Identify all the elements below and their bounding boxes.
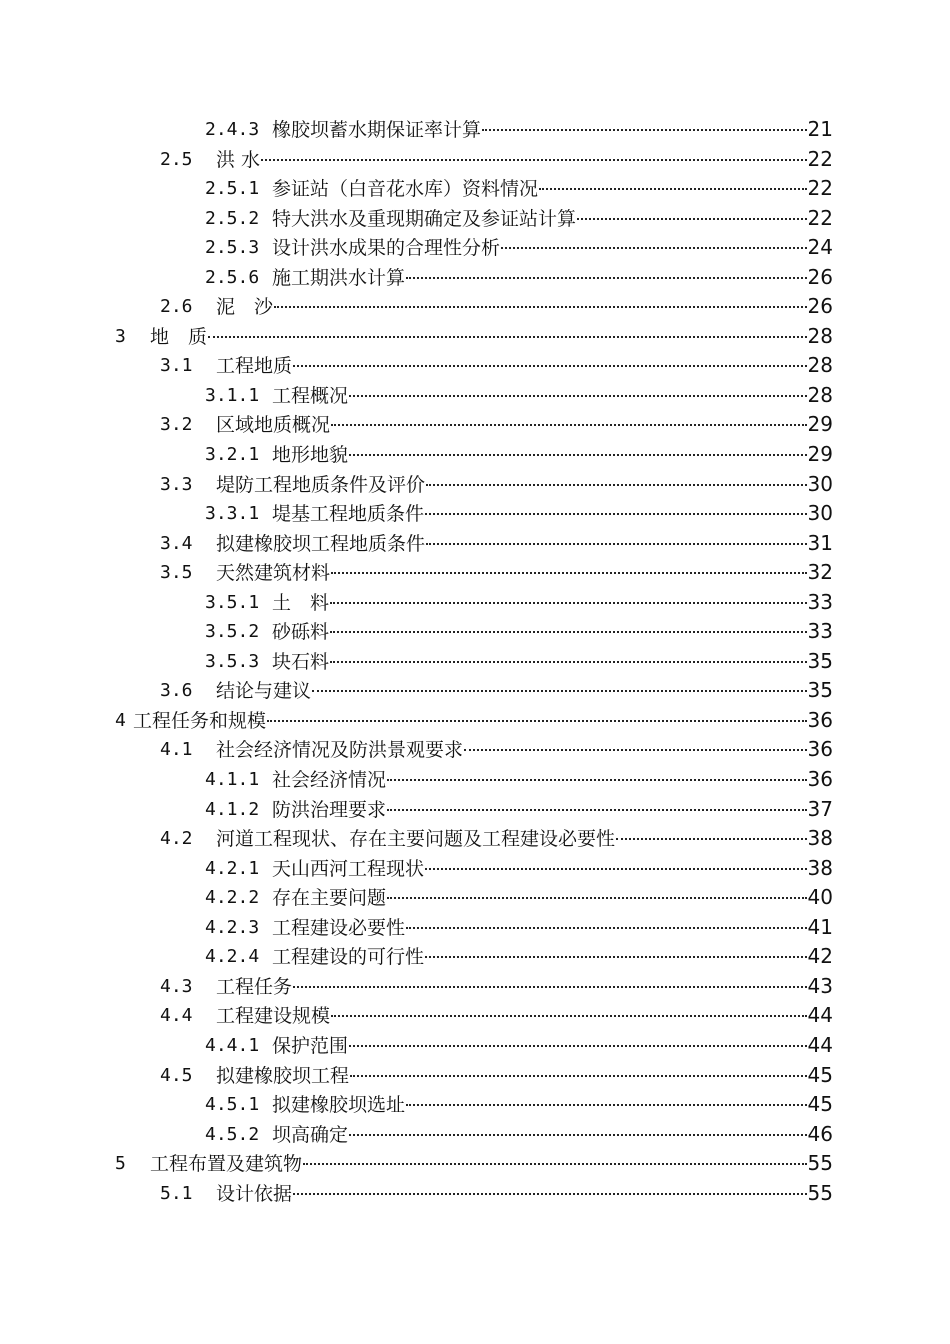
dot-leader [330,602,807,604]
toc-entry-title: 设计洪水成果的合理性分析 [272,237,501,260]
toc-entry-number: 4.5.1 [205,1094,260,1116]
toc-entry-number: 5.1 [160,1182,193,1204]
dot-leader [331,424,807,426]
toc-entry-page: 55 [807,1180,833,1205]
toc-entry-number: 4.5.2 [205,1123,260,1145]
toc-entry[interactable] [0,1120,950,1150]
toc-entry-page: 44 [807,1003,833,1028]
toc-entry-title: 社会经济情况 [272,769,387,792]
toc-entry-number: 4.2.1 [205,857,260,879]
toc-entry-title: 拟建橡胶坝工程 [216,1064,350,1087]
toc-entry-title: 结论与建议 [216,680,312,703]
dot-leader [482,129,807,131]
dot-leader [261,159,807,161]
toc-entry-page: 36 [807,767,833,792]
toc-entry-page: 44 [807,1032,833,1057]
toc-entry-number: 4.2 [160,828,193,850]
toc-entry-page: 33 [807,589,833,614]
toc-entry-number: 3.2.1 [205,444,260,466]
toc-entry-page: 38 [807,826,833,851]
toc-entry[interactable] [0,1179,950,1209]
dot-leader [274,306,807,308]
toc-entry[interactable] [0,440,950,470]
toc-entry-page: 30 [807,501,833,526]
toc-entry-title: 施工期洪水计算 [272,266,406,289]
dot-leader [406,927,807,929]
toc-entry[interactable] [0,617,950,647]
toc-entry-number: 3.2 [160,414,193,436]
toc-entry-title: 坝高确定 [272,1123,349,1146]
toc-entry-title: 特大洪水及重现期确定及参证站计算 [272,207,577,230]
toc-entry[interactable] [0,676,950,706]
toc-entry-title: 天山西河工程现状 [272,857,425,880]
toc-entry-title: 工程地质 [216,355,293,378]
toc-entry-page: 29 [807,442,833,467]
dot-leader [425,868,807,870]
toc-entry-number: 4.1.2 [205,798,260,820]
dot-leader [426,484,807,486]
dot-leader [577,218,807,220]
toc-entry-number: 3.3 [160,473,193,495]
toc-entry-title: 拟建橡胶坝工程地质条件 [216,532,426,555]
dot-leader [293,986,807,988]
toc-entry-title: 工程布置及建筑物 [150,1153,303,1176]
toc-entry-page: 35 [807,678,833,703]
dot-leader [349,1134,807,1136]
dot-leader [539,188,807,190]
toc-entry[interactable] [0,1149,950,1179]
toc-entry-number: 2.5.2 [205,207,260,229]
toc-entry-title: 防洪治理要求 [272,798,387,821]
toc-entry[interactable] [0,735,950,765]
dot-leader [425,956,807,958]
toc-entry[interactable] [0,647,950,677]
toc-entry-number: 3.1 [160,355,193,377]
toc-entry-page: 26 [807,264,833,289]
toc-entry-number: 3.5.1 [205,591,260,613]
toc-entry[interactable] [0,529,950,559]
toc-entry-number: 2.5 [160,148,193,170]
toc-entry-page: 29 [807,412,833,437]
toc-entry[interactable] [0,204,950,234]
toc-entry-page: 22 [807,205,833,230]
toc-entry-number: 3.6 [160,680,193,702]
toc-entry[interactable] [0,322,950,352]
toc-entry-page: 35 [807,648,833,673]
toc-entry-page: 42 [807,944,833,969]
toc-entry[interactable] [0,883,950,913]
toc-entry-title: 拟建橡胶坝选址 [272,1094,406,1117]
toc-entry-page: 21 [807,117,833,141]
toc-entry-number: 4.1.1 [205,769,260,791]
toc-entry[interactable] [0,145,950,175]
toc-entry-page: 55 [807,1151,833,1176]
toc-entry-title: 河道工程现状、存在主要问题及工程建设必要性 [216,828,616,851]
toc-entry-title: 工程任务和规模 [133,709,267,732]
toc-entry[interactable] [0,706,950,736]
toc-entry[interactable] [0,410,950,440]
dot-leader [267,720,807,722]
dot-leader [312,690,807,692]
toc-entry[interactable] [0,1001,950,1031]
toc-entry-page: 31 [807,530,833,555]
toc-entry-page: 28 [807,323,833,348]
toc-entry-title: 社会经济情况及防洪景观要求 [216,739,464,762]
toc-entry[interactable] [0,558,950,588]
toc-entry-title: 工程概况 [272,384,349,407]
toc-entry-number: 3.5.3 [205,650,260,672]
toc-entry-number: 4 [115,709,126,731]
toc-entry-page: 28 [807,353,833,378]
toc-entry-page: 26 [807,294,833,319]
toc-entry[interactable] [0,470,950,500]
toc-entry[interactable] [0,1090,950,1120]
dot-leader [387,809,807,811]
dot-leader [425,513,807,515]
toc-entry-page: 24 [807,235,833,260]
toc-entry-number: 3.1.1 [205,384,260,406]
toc-entry-number: 3 [115,325,126,347]
toc-entry-title: 工程任务 [216,975,293,998]
dot-leader [349,454,807,456]
toc-entry-page: 22 [807,146,833,171]
toc-entry[interactable] [0,381,950,411]
toc-entry-page: 37 [807,796,833,821]
toc-entry-title: 泥 沙 [216,296,274,319]
toc-entry[interactable] [0,115,950,145]
dot-leader [208,336,807,338]
toc-entry-number: 3.4 [160,532,193,554]
toc-entry-title: 区域地质概况 [216,414,331,437]
toc-entry-title: 工程建设规模 [216,1005,331,1028]
toc-entry[interactable] [0,174,950,204]
toc-entry-number: 2.5.3 [205,237,260,259]
dot-leader [330,661,807,663]
toc-entry-page: 30 [807,471,833,496]
toc-entry[interactable] [0,499,950,529]
table-of-contents [0,115,950,1208]
toc-entry[interactable] [0,824,950,854]
toc-entry-title: 设计依据 [216,1182,293,1205]
dot-leader [501,247,807,249]
dot-leader [331,1015,807,1017]
toc-entry-number: 3.5.2 [205,621,260,643]
toc-entry-title: 工程建设的可行性 [272,946,425,969]
dot-leader [293,1193,807,1195]
dot-leader [387,897,807,899]
toc-entry-number: 2.4.3 [205,119,260,140]
toc-entry-page: 43 [807,973,833,998]
toc-entry-title: 保护范围 [272,1034,349,1057]
toc-entry[interactable] [0,263,950,293]
toc-entry-number: 2.6 [160,296,193,318]
toc-entry-number: 4.2.4 [205,946,260,968]
toc-entry-page: 41 [807,914,833,939]
toc-entry-title: 地 质 [150,325,208,348]
toc-entry-page: 32 [807,560,833,585]
toc-entry-number: 3.5 [160,562,193,584]
toc-entry-number: 2.5.6 [205,266,260,288]
toc-entry-title: 块石料 [272,650,330,673]
toc-entry-number: 3.3.1 [205,503,260,525]
toc-entry-page: 45 [807,1092,833,1117]
toc-entry-number: 4.2.2 [205,887,260,909]
toc-entry[interactable] [0,972,950,1002]
toc-entry[interactable] [0,854,950,884]
toc-entry[interactable] [0,588,950,618]
toc-entry-number: 4.4.1 [205,1034,260,1056]
toc-entry-number: 4.5 [160,1064,193,1086]
toc-entry[interactable] [0,765,950,795]
toc-entry-number: 4.4 [160,1005,193,1027]
toc-entry[interactable] [0,1061,950,1091]
toc-entry-title: 洪 水 [216,148,261,171]
toc-entry[interactable] [0,351,950,381]
dot-leader [331,572,807,574]
toc-entry-page: 36 [807,707,833,732]
dot-leader [464,749,807,751]
toc-entry-number: 2.5.1 [205,178,260,200]
toc-entry-title: 堤基工程地质条件 [272,503,425,526]
toc-entry-page: 22 [807,176,833,201]
toc-entry-page: 38 [807,855,833,880]
toc-entry-title: 土 料 [272,591,330,614]
toc-entry[interactable] [0,233,950,263]
toc-entry-page: 33 [807,619,833,644]
dot-leader [406,277,807,279]
toc-entry[interactable] [0,1031,950,1061]
dot-leader [349,395,807,397]
dot-leader [293,365,807,367]
toc-entry-title: 地形地貌 [272,444,349,467]
toc-entry[interactable] [0,942,950,972]
dot-leader [349,1045,807,1047]
dot-leader [426,543,807,545]
toc-entry-title: 橡胶坝蓄水期保证率计算 [272,119,482,141]
toc-entry-page: 28 [807,382,833,407]
toc-entry-page: 36 [807,737,833,762]
dot-leader [330,631,807,633]
dot-leader [406,1104,807,1106]
dot-leader [616,838,807,840]
toc-entry-page: 45 [807,1062,833,1087]
toc-entry-title: 天然建筑材料 [216,562,331,585]
dot-leader [387,779,807,781]
toc-entry-number: 5 [115,1153,126,1175]
toc-entry-title: 工程建设必要性 [272,916,406,939]
toc-entry-title: 堤防工程地质条件及评价 [216,473,426,496]
dot-leader [350,1075,807,1077]
dot-leader [303,1163,807,1165]
toc-entry[interactable] [0,913,950,943]
toc-entry-page: 46 [807,1121,833,1146]
toc-entry[interactable] [0,795,950,825]
toc-entry-title: 存在主要问题 [272,887,387,910]
toc-entry-page: 40 [807,885,833,910]
toc-entry-number: 4.2.3 [205,916,260,938]
toc-entry-number: 4.3 [160,975,193,997]
toc-entry[interactable] [0,292,950,322]
toc-entry-title: 参证站（白音花水库）资料情况 [272,178,539,201]
toc-entry-number: 4.1 [160,739,193,761]
toc-entry-title: 砂砾料 [272,621,330,644]
